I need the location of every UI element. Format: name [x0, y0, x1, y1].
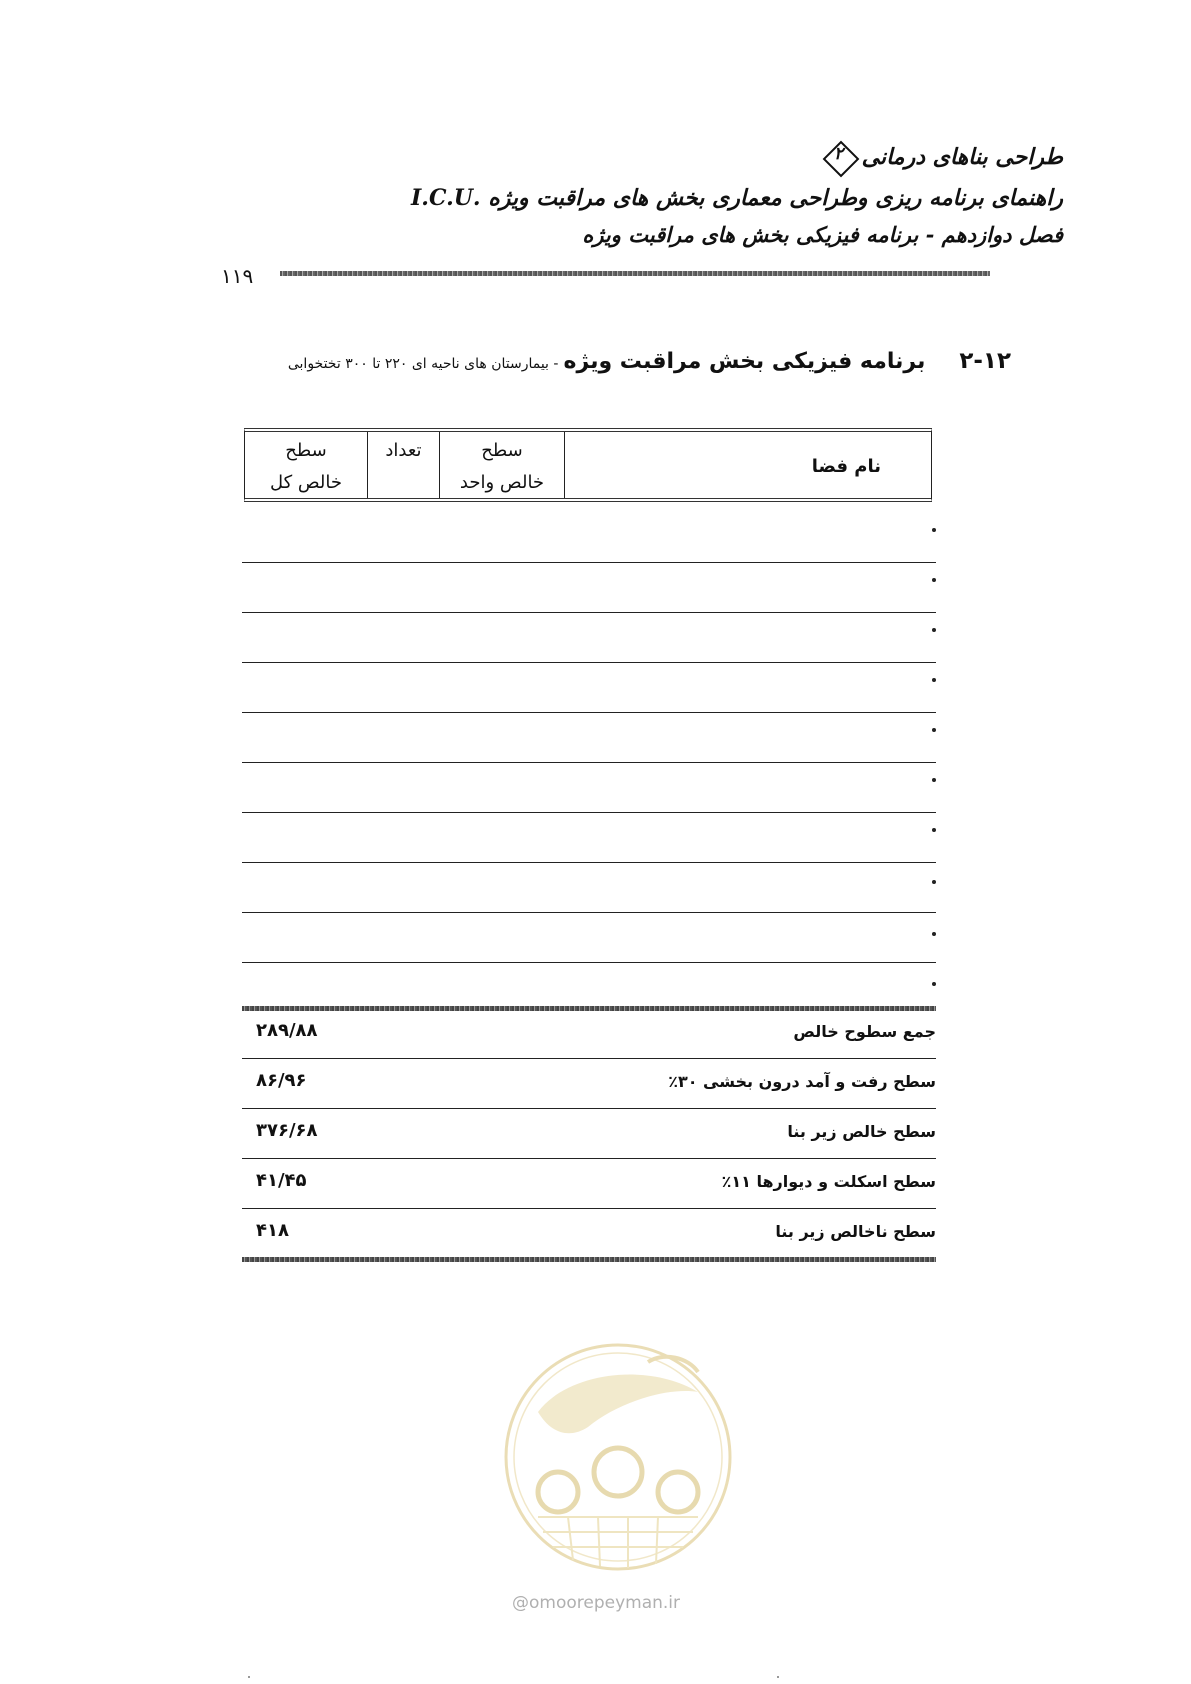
- totals-bottom-divider: [242, 1257, 936, 1262]
- book-title-line: [822, 140, 1063, 174]
- watermark-text: @omoorepeyman.ir: [512, 1593, 681, 1613]
- header-unit-area: سطح خالص واحد: [440, 432, 565, 498]
- header-divider: [280, 271, 990, 276]
- section-heading: [288, 348, 1011, 374]
- header-count: تعداد: [368, 432, 440, 498]
- chapter-title: فصل دوازدهم - برنامه فیزیکی بخش های مراقبت ویژه: [582, 222, 1063, 247]
- section-number: ۲-۱۲: [959, 348, 1011, 374]
- guide-title: راهنمای برنامه ریزی وطراحی معماری بخش های مراقبت ویژه .I.C.U: [411, 185, 1063, 211]
- book-title: طراحی بناهای درمانی: [861, 144, 1063, 170]
- table-header: [244, 428, 932, 502]
- watermark-logo-icon: [498, 1332, 738, 1582]
- total-row: جمع سطوح خالص ۲۸۹/۸۸: [256, 1020, 936, 1041]
- totals-separator: [242, 1158, 936, 1159]
- totals-separator: [242, 1058, 936, 1059]
- section-title: برنامه فیزیکی بخش مراقبت ویژه: [563, 349, 926, 374]
- section-subtitle: - بیمارستان های ناحیه ای ۲۲۰ تا ۳۰۰ تختخوابی: [287, 356, 559, 372]
- totals-separator: [242, 1108, 936, 1109]
- scan-mark: [777, 1676, 779, 1678]
- totals-top-divider: [242, 1006, 936, 1011]
- total-row: سطح اسکلت و دیوارها ۱۱٪ ۴۱/۴۵: [256, 1170, 936, 1191]
- total-row: سطح ناخالص زیر بنا ۴۱۸: [256, 1220, 936, 1241]
- header-space-name: نام فضا: [811, 456, 881, 477]
- total-row: سطح رفت و آمد درون بخشی ۳۰٪ ۸۶/۹۶: [256, 1070, 936, 1091]
- page-number: ۱۱۹: [221, 264, 254, 288]
- volume-diamond-icon: [822, 140, 856, 174]
- volume-number: ۲: [834, 144, 844, 164]
- header-total-area: سطح خالص کل: [245, 432, 368, 498]
- totals-separator: [242, 1208, 936, 1209]
- total-row: سطح خالص زیر بنا ۳۷۶/۶۸: [256, 1120, 936, 1141]
- scan-mark: [248, 1676, 250, 1678]
